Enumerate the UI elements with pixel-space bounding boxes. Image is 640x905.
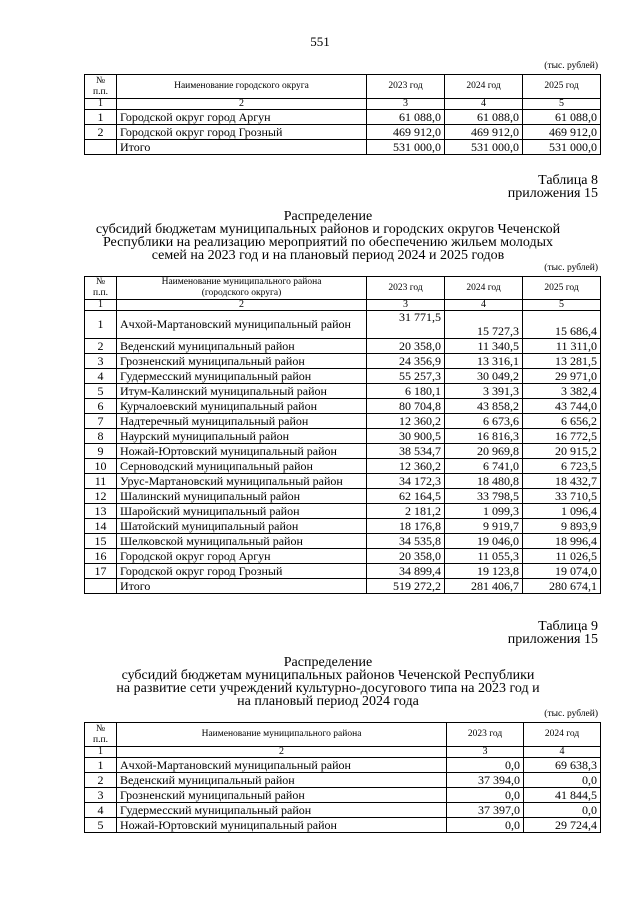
cell-2025: 9 893,9 — [523, 519, 601, 534]
index-row — [85, 300, 601, 311]
cell-2023: 20 358,0 — [367, 339, 445, 354]
t1-header-2025: 2025 год — [523, 75, 601, 99]
table-row — [85, 519, 601, 534]
cell-num: 13 — [85, 504, 117, 519]
cell-2024: 3 391,3 — [445, 384, 523, 399]
cell-name: Серноводский муниципальный район — [117, 459, 367, 474]
cell-2025: 13 281,5 — [523, 354, 601, 369]
table3-unit: (тыс. рублей) — [544, 709, 598, 719]
total-2025: 531 000,0 — [523, 140, 601, 155]
cell-2024: 20 969,8 — [445, 444, 523, 459]
total-2024: 531 000,0 — [445, 140, 523, 155]
total-row — [85, 140, 601, 155]
cell-num: 5 — [85, 384, 117, 399]
cell-num: 2 — [85, 125, 117, 140]
cell-2025: 43 744,0 — [523, 399, 601, 414]
total-2025: 280 674,1 — [523, 579, 601, 594]
cell-2025: 20 915,2 — [523, 444, 601, 459]
t1-header-name: Наименование городского округа — [117, 75, 367, 99]
cell-name: Ачхой-Мартановский муниципальный район — [117, 758, 447, 773]
cell-name: Грозненский муниципальный район — [117, 788, 447, 803]
t1-header-num: № п.п. — [85, 75, 117, 99]
cell-2023: 18 176,8 — [367, 519, 445, 534]
t3-header-2023: 2023 год — [447, 723, 524, 747]
index-row — [85, 747, 601, 758]
total-row — [85, 579, 601, 594]
total-name: Итого — [117, 579, 367, 594]
cell-2025: 469 912,0 — [523, 125, 601, 140]
cell-name: Веденский муниципальный район — [117, 339, 367, 354]
table-row — [85, 399, 601, 414]
table9-title-line1: Распределение — [283, 655, 373, 670]
table-row — [85, 414, 601, 429]
t2-body — [85, 300, 601, 594]
index-cell: 5 — [523, 99, 601, 110]
index-cell: 5 — [523, 300, 601, 311]
table8-title — [60, 210, 596, 262]
cell-num: 14 — [85, 519, 117, 534]
total-2024: 281 406,7 — [445, 579, 523, 594]
index-cell: 2 — [117, 300, 367, 311]
cell-name: Городской округ город Грозный — [117, 125, 367, 140]
table-row — [85, 534, 601, 549]
index-cell: 4 — [524, 747, 601, 758]
cell-num: 10 — [85, 459, 117, 474]
total-2023: 531 000,0 — [367, 140, 445, 155]
table-row — [85, 803, 601, 818]
cell-2023: 6 180,1 — [367, 384, 445, 399]
cell-2024: 0,0 — [524, 773, 601, 788]
table8-title-line4: семей на 2023 год и на плановый период 2024 и 2025 годов — [151, 248, 505, 263]
cell-num: 12 — [85, 489, 117, 504]
index-cell: 3 — [367, 99, 445, 110]
table8-caption — [508, 174, 598, 200]
cell-2025: 1 096,4 — [523, 504, 601, 519]
cell-2024: 16 816,3 — [445, 429, 523, 444]
cell-2023: 12 360,2 — [367, 459, 445, 474]
total-num — [85, 140, 117, 155]
table8-title-line2: субсидий бюджетам муниципальных районов и городских округов Чеченской — [95, 222, 561, 237]
cell-2025: 29 971,0 — [523, 369, 601, 384]
cell-2024: 1 099,3 — [445, 504, 523, 519]
cell-2023: 55 257,3 — [367, 369, 445, 384]
cell-num: 3 — [85, 788, 117, 803]
cell-2024: 469 912,0 — [445, 125, 523, 140]
table-row — [85, 429, 601, 444]
cell-2023: 12 360,2 — [367, 414, 445, 429]
table-row — [85, 384, 601, 399]
cell-num: 2 — [85, 339, 117, 354]
cell-2024: 11 055,3 — [445, 549, 523, 564]
table9-appendix: приложения 15 — [507, 632, 598, 647]
cell-2024: 19 046,0 — [445, 534, 523, 549]
cell-2025: 19 074,0 — [523, 564, 601, 579]
table-row — [85, 788, 601, 803]
t3-header-name: Наименование муниципального района — [117, 723, 447, 747]
index-cell: 4 — [445, 300, 523, 311]
cell-2024: 30 049,2 — [445, 369, 523, 384]
cell-2024: 33 798,5 — [445, 489, 523, 504]
table8-title-line1: Распределение — [283, 209, 373, 224]
cell-2023: 34 172,3 — [367, 474, 445, 489]
cell-2023: 0,0 — [447, 758, 524, 773]
table2 — [84, 276, 601, 594]
cell-2024: 11 340,5 — [445, 339, 523, 354]
cell-name: Городской округ город Аргун — [117, 110, 367, 125]
cell-2025: 11 311,0 — [523, 339, 601, 354]
table8-label: Таблица 8 — [538, 173, 598, 188]
table-row — [85, 549, 601, 564]
t3-header-2024: 2024 год — [524, 723, 601, 747]
cell-name: Грозненский муниципальный район — [117, 354, 367, 369]
table-row — [85, 369, 601, 384]
cell-2025: 18 996,4 — [523, 534, 601, 549]
t1-header-2024: 2024 год — [445, 75, 523, 99]
cell-name: Надтеречный муниципальный район — [117, 414, 367, 429]
table3 — [84, 722, 601, 833]
cell-num: 6 — [85, 399, 117, 414]
cell-name: Ачхой-Мартановский муниципальный район — [117, 311, 367, 339]
t2-header-2023: 2023 год — [367, 277, 445, 300]
cell-2025: 11 026,5 — [523, 549, 601, 564]
t2-header-num: № п.п. — [85, 277, 117, 300]
cell-2023: 30 900,5 — [367, 429, 445, 444]
table8-appendix: приложения 15 — [507, 186, 598, 201]
cell-2023: 469 912,0 — [367, 125, 445, 140]
cell-name: Ножай-Юртовский муниципальный район — [117, 444, 367, 459]
index-cell: 1 — [85, 300, 117, 311]
t2-header-name: Наименование муниципального района (городского округа) — [117, 277, 367, 300]
t3-header-num: № п.п. — [85, 723, 117, 747]
cell-num: 3 — [85, 354, 117, 369]
t3-body — [85, 747, 601, 833]
cell-2024: 6 741,0 — [445, 459, 523, 474]
table-row — [85, 339, 601, 354]
cell-name: Шелковской муниципальный район — [117, 534, 367, 549]
table9-label: Таблица 9 — [538, 619, 598, 634]
t2-header-2024: 2024 год — [445, 277, 523, 300]
page-number: 551 — [310, 34, 330, 49]
cell-2023: 37 397,0 — [447, 803, 524, 818]
cell-name: Шаройский муниципальный район — [117, 504, 367, 519]
table8-title-line3: Республики на реализацию мероприятий по обеспечению жильем молодых — [102, 235, 554, 250]
index-cell: 1 — [85, 99, 117, 110]
cell-2023: 62 164,5 — [367, 489, 445, 504]
table2-unit: (тыс. рублей) — [544, 263, 598, 273]
table-row — [85, 459, 601, 474]
cell-num: 11 — [85, 474, 117, 489]
total-2023: 519 272,2 — [367, 579, 445, 594]
cell-2025: 16 772,5 — [523, 429, 601, 444]
table-row — [85, 311, 601, 339]
cell-name: Урус-Мартановский муниципальный район — [117, 474, 367, 489]
cell-2025: 33 710,5 — [523, 489, 601, 504]
index-cell: 3 — [367, 300, 445, 311]
cell-2025: 6 656,2 — [523, 414, 601, 429]
cell-2024: 19 123,8 — [445, 564, 523, 579]
cell-num: 9 — [85, 444, 117, 459]
cell-2023: 24 356,9 — [367, 354, 445, 369]
table-row — [85, 489, 601, 504]
table9-title — [60, 656, 596, 708]
cell-name: Наурский муниципальный район — [117, 429, 367, 444]
t1-body — [85, 99, 601, 155]
cell-2024: 41 844,5 — [524, 788, 601, 803]
cell-num: 15 — [85, 534, 117, 549]
table1-unit: (тыс. рублей) — [544, 61, 598, 71]
cell-2024: 9 919,7 — [445, 519, 523, 534]
cell-2023: 38 534,7 — [367, 444, 445, 459]
index-cell: 2 — [117, 747, 447, 758]
cell-2023: 80 704,8 — [367, 399, 445, 414]
cell-name: Веденский муниципальный район — [117, 773, 447, 788]
cell-2024: 13 316,1 — [445, 354, 523, 369]
cell-num: 16 — [85, 549, 117, 564]
cell-name: Гудермесский муниципальный район — [117, 803, 447, 818]
cell-name: Ножай-Юртовский муниципальный район — [117, 818, 447, 833]
table-row — [85, 818, 601, 833]
table-row — [85, 125, 601, 140]
cell-2025: 61 088,0 — [523, 110, 601, 125]
cell-num: 1 — [85, 311, 117, 339]
cell-2024: 0,0 — [524, 803, 601, 818]
table-row — [85, 354, 601, 369]
cell-num: 7 — [85, 414, 117, 429]
cell-2024: 43 858,2 — [445, 399, 523, 414]
cell-name: Шалинский муниципальный район — [117, 489, 367, 504]
cell-2024: 61 088,0 — [445, 110, 523, 125]
cell-num: 5 — [85, 818, 117, 833]
cell-2023: 34 899,4 — [367, 564, 445, 579]
cell-2024: 6 673,6 — [445, 414, 523, 429]
cell-2023: 20 358,0 — [367, 549, 445, 564]
cell-2023: 61 088,0 — [367, 110, 445, 125]
cell-num: 2 — [85, 773, 117, 788]
cell-name: Городской округ город Грозный — [117, 564, 367, 579]
cell-2024: 69 638,3 — [524, 758, 601, 773]
table-row — [85, 110, 601, 125]
total-num — [85, 579, 117, 594]
cell-2023: 0,0 — [447, 818, 524, 833]
cell-2024: 15 727,3 — [445, 311, 523, 339]
cell-num: 1 — [85, 758, 117, 773]
cell-num: 4 — [85, 369, 117, 384]
cell-2025: 15 686,4 — [523, 311, 601, 339]
cell-name: Шатойский муниципальный район — [117, 519, 367, 534]
cell-num: 17 — [85, 564, 117, 579]
index-row — [85, 99, 601, 110]
cell-2025: 6 723,5 — [523, 459, 601, 474]
t2-header-2025: 2025 год — [523, 277, 601, 300]
t1-header-2023: 2023 год — [367, 75, 445, 99]
table-row — [85, 474, 601, 489]
table-row — [85, 773, 601, 788]
cell-name: Курчалоевский муниципальный район — [117, 399, 367, 414]
table9-title-line3: на развитие сети учреждений культурно-досугового типа на 2023 год и — [116, 681, 540, 696]
cell-2024: 18 480,8 — [445, 474, 523, 489]
total-name: Итого — [117, 140, 367, 155]
table-row — [85, 758, 601, 773]
table9-title-line4: на плановый период 2024 года — [237, 694, 419, 709]
table-row — [85, 504, 601, 519]
cell-num: 4 — [85, 803, 117, 818]
cell-num: 8 — [85, 429, 117, 444]
index-cell: 3 — [447, 747, 524, 758]
table9-caption — [508, 620, 598, 646]
cell-2023: 0,0 — [447, 788, 524, 803]
cell-2023: 31 771,5 — [367, 311, 445, 339]
cell-2024: 29 724,4 — [524, 818, 601, 833]
cell-2025: 3 382,4 — [523, 384, 601, 399]
table-row — [85, 444, 601, 459]
cell-name: Итум-Калинский муниципальный район — [117, 384, 367, 399]
cell-2023: 2 181,2 — [367, 504, 445, 519]
cell-num: 1 — [85, 110, 117, 125]
index-cell: 1 — [85, 747, 117, 758]
cell-2023: 37 394,0 — [447, 773, 524, 788]
table9-title-line2: субсидий бюджетам муниципальных районов Чеченской Республики — [121, 668, 535, 683]
table1 — [84, 74, 601, 155]
index-cell: 4 — [445, 99, 523, 110]
cell-2023: 34 535,8 — [367, 534, 445, 549]
cell-name: Гудермесский муниципальный район — [117, 369, 367, 384]
index-cell: 2 — [117, 99, 367, 110]
table-row — [85, 564, 601, 579]
cell-2025: 18 432,7 — [523, 474, 601, 489]
cell-name: Городской округ город Аргун — [117, 549, 367, 564]
